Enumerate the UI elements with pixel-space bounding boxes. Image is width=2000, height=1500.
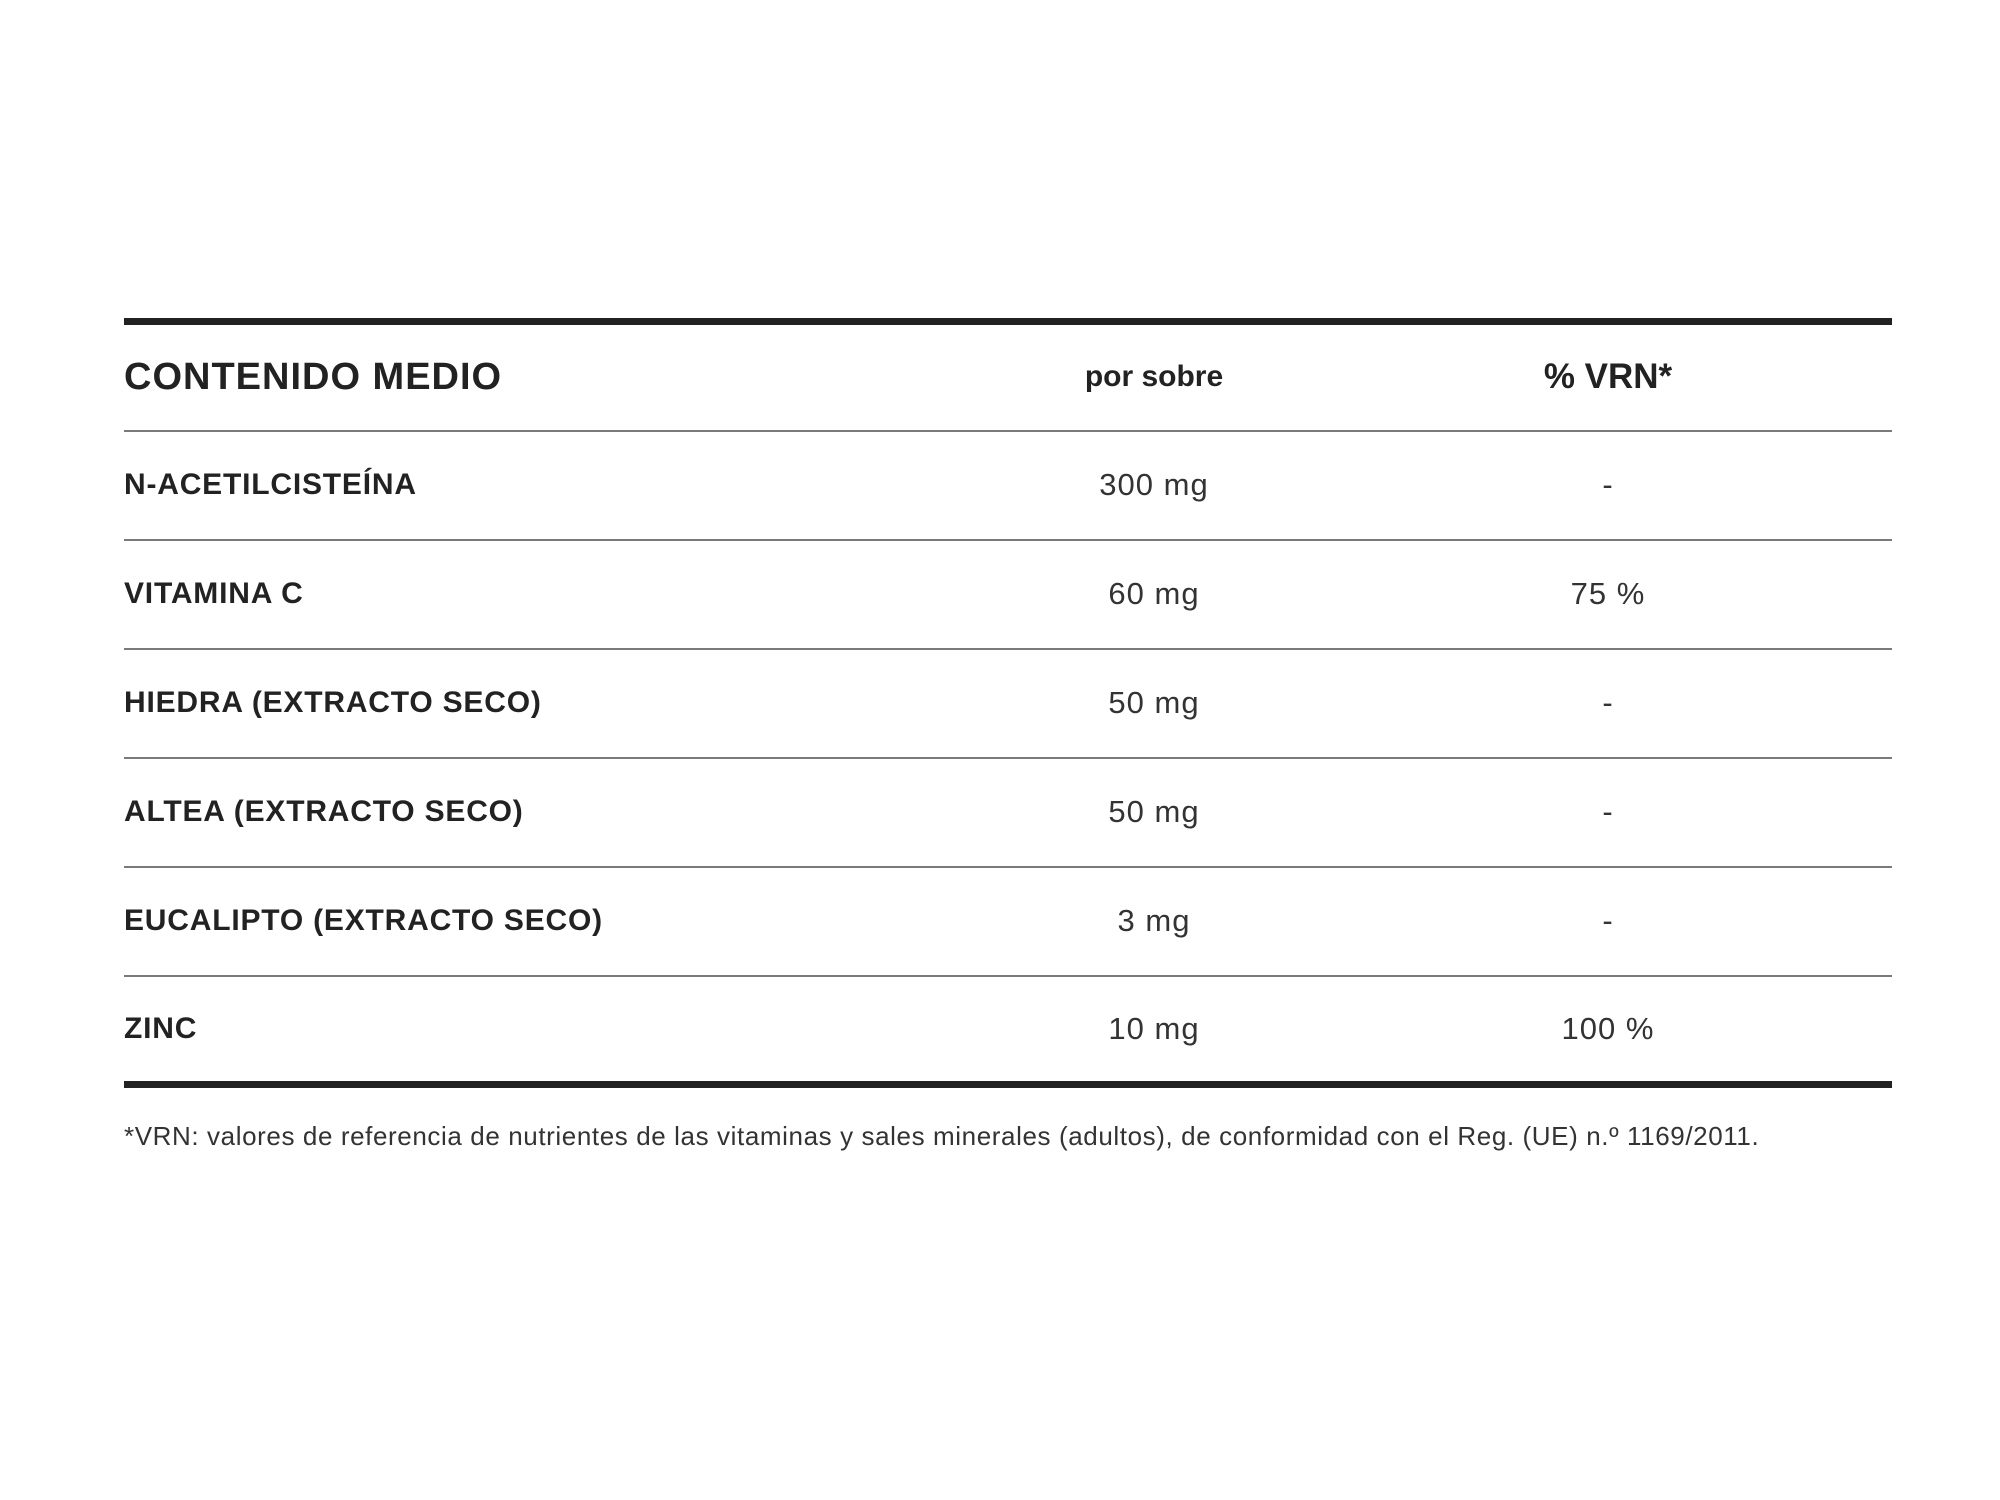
header-vrn: % VRN* [1384,322,1892,431]
nutrient-vrn: - [1384,867,1892,976]
nutrient-name: ZINC [124,976,924,1085]
nutrient-vrn: 100 % [1384,976,1892,1085]
nutrient-name: VITAMINA C [124,540,924,649]
table-header-row [124,322,1892,431]
nutrient-name: HIEDRA (EXTRACTO SECO) [124,649,924,758]
table-row [124,758,1892,867]
table-row [124,540,1892,649]
table-row [124,867,1892,976]
vrn-footnote: *VRN: valores de referencia de nutrientes de las vitaminas y sales minerales (adultos), de conformidad con el Reg. (UE) n.º 1169/2011. [124,1121,1760,1151]
nutrient-vrn: - [1602,467,1614,502]
nutrient-name: N-ACETILCISTEÍNA [124,468,417,501]
nutrition-panel [124,318,1892,1181]
nutrient-name: EUCALIPTO (EXTRACTO SECO) [124,867,924,976]
table-row [124,976,1892,1085]
table-row [124,649,1892,758]
nutrient-amount: 50 mg [924,649,1384,758]
nutrient-vrn: - [1384,649,1892,758]
nutrient-amount: 3 mg [924,867,1384,976]
nutrition-table [124,318,1892,1088]
nutrient-amount: 10 mg [924,976,1384,1085]
nutrient-amount: 50 mg [924,758,1384,867]
nutrient-vrn: 75 % [1384,540,1892,649]
header-por-sobre: por sobre [924,322,1384,431]
nutrient-name: ALTEA (EXTRACTO SECO) [124,758,924,867]
nutrient-amount: 300 mg [1099,467,1209,502]
header-contenido-medio: CONTENIDO MEDIO [124,322,924,431]
nutrient-vrn: - [1384,758,1892,867]
nutrient-amount: 60 mg [924,540,1384,649]
table-row [124,431,1892,540]
